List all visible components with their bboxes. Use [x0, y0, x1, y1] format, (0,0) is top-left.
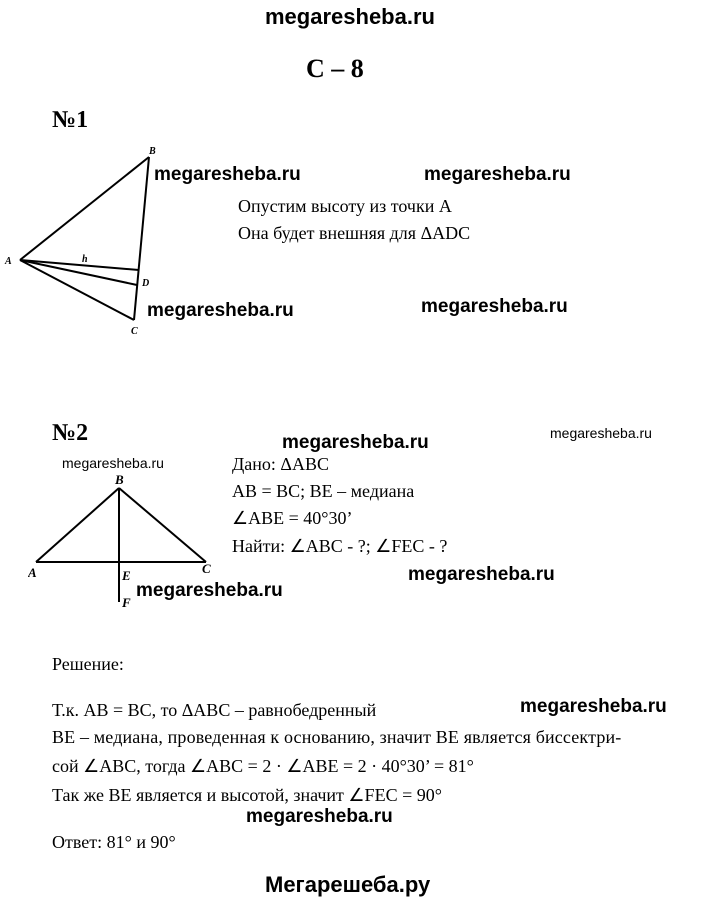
page-title: С – 8 [306, 54, 364, 83]
solution-line-3: сой ∠ABC, тогда ∠ABC = 2 · ∠ABE = 2 · 40°30’ = 81° [52, 756, 474, 776]
problem-1-label-b: B [149, 146, 156, 157]
watermark: megaresheba.ru [136, 580, 283, 601]
problem-1-label-d: D [142, 278, 150, 289]
watermark: megaresheba.ru [408, 564, 555, 585]
problem-2-number: №2 [52, 420, 89, 446]
problem-1-label-h: h [82, 254, 88, 265]
problem-2-label-b: B [115, 472, 124, 487]
answer: Ответ: 81° и 90° [52, 832, 176, 852]
watermark: megaresheba.ru [550, 425, 652, 441]
watermark: megaresheba.ru [147, 300, 294, 321]
problem-2-given-3: ∠ABE = 40°30’ [232, 508, 353, 528]
problem-2-given-4: Найти: ∠ABC - ?; ∠FEC - ? [232, 536, 448, 556]
problem-1-label-a: A [5, 256, 12, 267]
watermark: megaresheba.ru [424, 164, 571, 185]
solution-title: Решение: [52, 654, 124, 674]
problem-1-line-2: Она будет внешняя для ΔADC [238, 223, 471, 243]
problem-2-label-e: E [122, 568, 131, 583]
solution-line-4: Так же BE является и высотой, значит ∠FEC = 90° [52, 785, 442, 805]
watermark: megaresheba.ru [62, 455, 164, 471]
header-site: megaresheba.ru [265, 4, 435, 29]
solution-line-2: BE – медиана, проведенная к основанию, значит BE является биссектри- [52, 727, 622, 747]
solution-line-1: Т.к. AB = BC, то ΔABC – равнобедренный [52, 700, 377, 720]
problem-2-label-a: A [28, 565, 37, 580]
watermark: megaresheba.ru [421, 296, 568, 317]
problem-1-figure [0, 140, 170, 340]
watermark: megaresheba.ru [520, 696, 667, 717]
problem-1-line-1: Опустим высоту из точки А [238, 196, 452, 216]
footer-site: Мегарешеба.ру [265, 872, 431, 897]
problem-2-label-c: C [202, 561, 211, 576]
problem-2-label-f: F [122, 595, 131, 610]
problem-2-given-2: AB = BC; BE – медиана [232, 481, 415, 501]
watermark: megaresheba.ru [246, 806, 393, 827]
watermark: megaresheba.ru [282, 432, 429, 453]
watermark: megaresheba.ru [154, 164, 301, 185]
problem-1-number: №1 [52, 107, 89, 133]
problem-1-label-c: C [131, 326, 138, 337]
problem-2-given-1: Дано: ΔABC [232, 454, 329, 474]
